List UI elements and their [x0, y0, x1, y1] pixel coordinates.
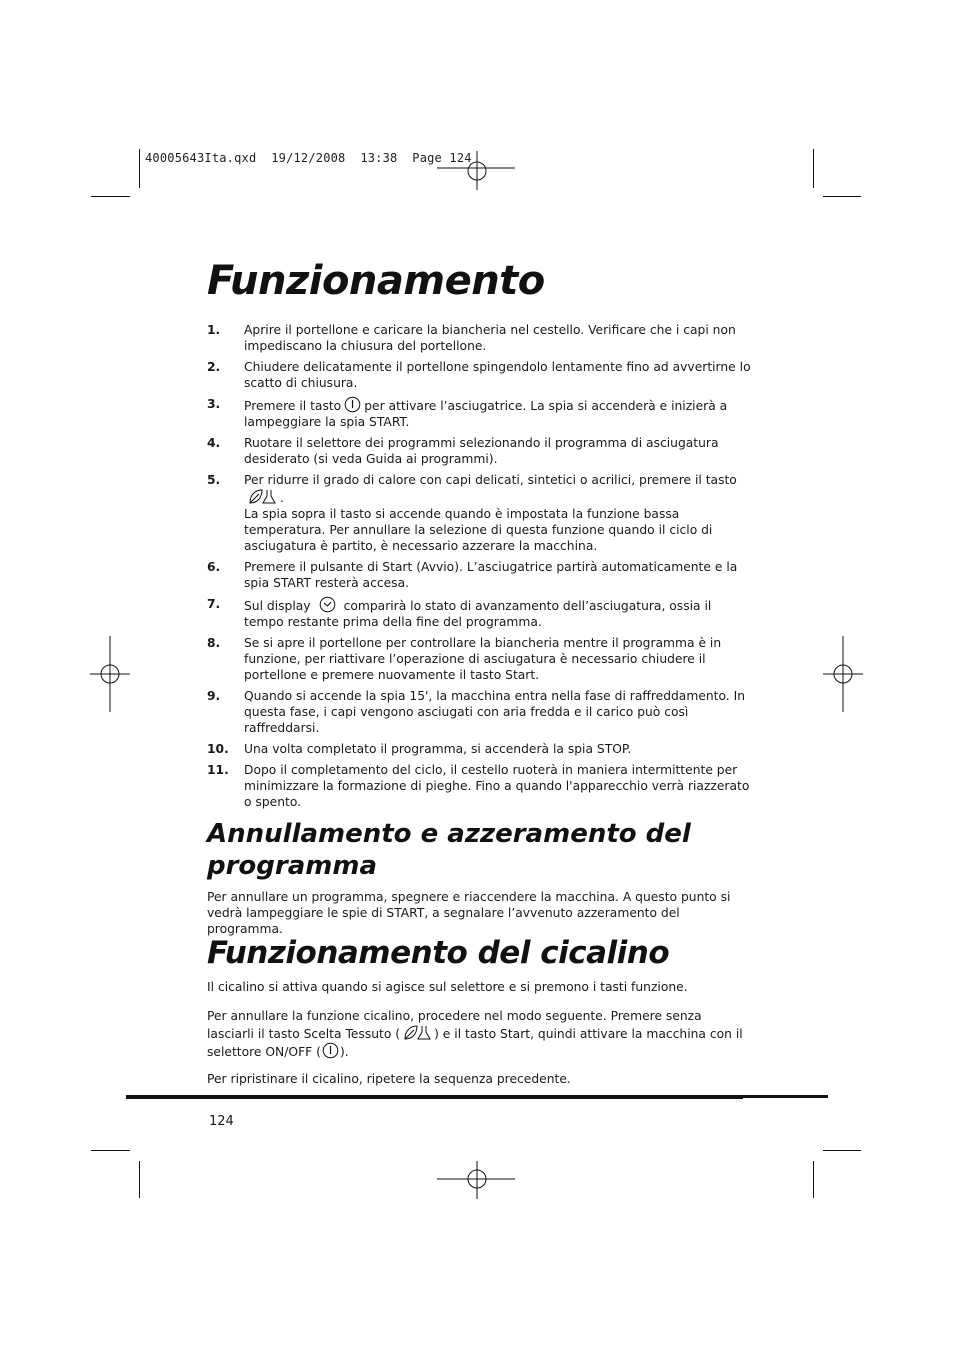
registration-mark	[823, 636, 863, 712]
step-number: 10.	[207, 742, 229, 756]
step-number: 1.	[207, 323, 221, 337]
clock-icon	[319, 596, 336, 613]
registration-mark	[90, 636, 130, 712]
step-text: Sul display	[244, 599, 311, 613]
step-number: 8.	[207, 636, 221, 650]
step-text: Ruotare il selettore dei programmi selezionando il programma di asciugatura desiderato (si veda Guida ai programmi).	[244, 436, 719, 466]
section-text	[207, 1008, 752, 1060]
step-text: .	[280, 491, 284, 505]
step-number: 11.	[207, 763, 229, 777]
step-text: Quando si accende la spia 15', la macchina entra nella fase di raffreddamento. In questa fase, i capi vengono asciugati con aria fredda e il carico può così raffreddarsi.	[244, 689, 746, 735]
step-number: 5.	[207, 473, 221, 487]
step-number: 7.	[207, 597, 221, 611]
crop-mark	[139, 1161, 140, 1198]
page-title: Funzionamento	[207, 258, 545, 304]
section-heading: Annullamento e azzeramento del programma	[207, 819, 691, 881]
step-text: Aprire il portellone e caricare la biancheria nel cestello. Verificare che i capi non impediscano la chiusura del portellone.	[244, 323, 736, 353]
step-text: Dopo il completamento del ciclo, il cestello ruoterà in maniera intermittente per minimizzare la formazione di pieghe. Fino a quando l'apparecchio verrà riazzerato o spento.	[244, 763, 750, 809]
step-text: Premere il pulsante di Start (Avvio). L’asciugatrice partirà automaticamente e la spia START resterà accesa.	[244, 560, 738, 590]
text-span: ).	[339, 1045, 349, 1059]
crop-mark	[813, 149, 814, 188]
crop-mark	[823, 1150, 861, 1151]
low-temp-icon	[402, 1024, 432, 1041]
list-item	[207, 635, 752, 683]
registration-mark	[437, 151, 517, 191]
step-text: Premere il tasto	[244, 399, 342, 413]
list-item	[207, 472, 752, 554]
list-item	[207, 559, 752, 591]
file-slug: 40005643Ita.qxd 19/12/2008 13:38 Page 124	[145, 151, 472, 165]
power-icon	[344, 396, 361, 413]
power-icon	[322, 1042, 339, 1059]
list-item	[207, 396, 752, 430]
step-text: Chiudere delicatamente il portellone spingendolo lentamente fino ad avvertirne lo scatto di chiusura.	[244, 360, 751, 390]
low-temp-icon	[247, 488, 277, 505]
crop-mark	[813, 1161, 814, 1198]
registration-mark	[437, 1161, 517, 1201]
section-text: Per annullare un programma, spegnere e riaccendere la macchina. A questo punto si vedrà lampeggiare le spie di START, a segnalare l’avvenuto azzeramento del programma.	[207, 890, 731, 936]
crop-mark	[823, 196, 861, 197]
text-span: ) e il tasto Start, quindi attivare la macchina con il selettore ON/OFF (	[207, 1027, 743, 1059]
step-text: Una volta completato il programma, si accenderà la spia STOP.	[244, 742, 632, 756]
step-number: 4.	[207, 436, 221, 450]
step-text: comparirà lo stato di avanzamento dell’asciugatura, ossia il tempo restante prima della fine del programma.	[244, 599, 712, 629]
list-item	[207, 322, 752, 354]
footer-rule	[126, 1098, 743, 1099]
step-text: Se si apre il portellone per controllare la biancheria mentre il programma è in funzione, per riattivare l’operazione di asciugatura è necessario chiudere il portellone e premere nuovamente il tasto Start.	[244, 636, 722, 682]
step-text: La spia sopra il tasto si accende quando è impostata la funzione bassa temperatura. Per annullare la selezione di questa funzione quando il ciclo di asciugatura è partito, è necessario azzerare la macchina.	[244, 507, 713, 553]
list-item	[207, 359, 752, 391]
step-number: 6.	[207, 560, 221, 574]
steps-list	[207, 322, 752, 815]
section-heading: Funzionamento del cicalino	[207, 935, 670, 971]
section-text: Il cicalino si attiva quando si agisce sul selettore e si premono i tasti funzione.	[207, 980, 688, 994]
list-item	[207, 762, 752, 810]
list-item	[207, 688, 752, 736]
page-number: 124	[209, 1114, 234, 1129]
list-item	[207, 596, 752, 630]
step-number: 2.	[207, 360, 221, 374]
crop-mark	[91, 196, 130, 197]
crop-mark	[139, 149, 140, 188]
list-item	[207, 741, 752, 757]
step-text: per attivare l’asciugatrice. La spia si accenderà e inizierà a lampeggiare la spia START.	[244, 399, 728, 429]
step-number: 9.	[207, 689, 221, 703]
step-number: 3.	[207, 397, 221, 411]
step-text: Per ridurre il grado di calore con capi delicati, sintetici o acrilici, premere il tasto	[244, 473, 737, 487]
crop-mark	[91, 1150, 130, 1151]
text-span: Per annullare la funzione cicalino, procedere nel modo seguente. Premere senza lasciarli il tasto Scelta Tessuto (	[207, 1009, 702, 1041]
list-item	[207, 435, 752, 467]
section-text: Per ripristinare il cicalino, ripetere la sequenza precedente.	[207, 1072, 571, 1086]
